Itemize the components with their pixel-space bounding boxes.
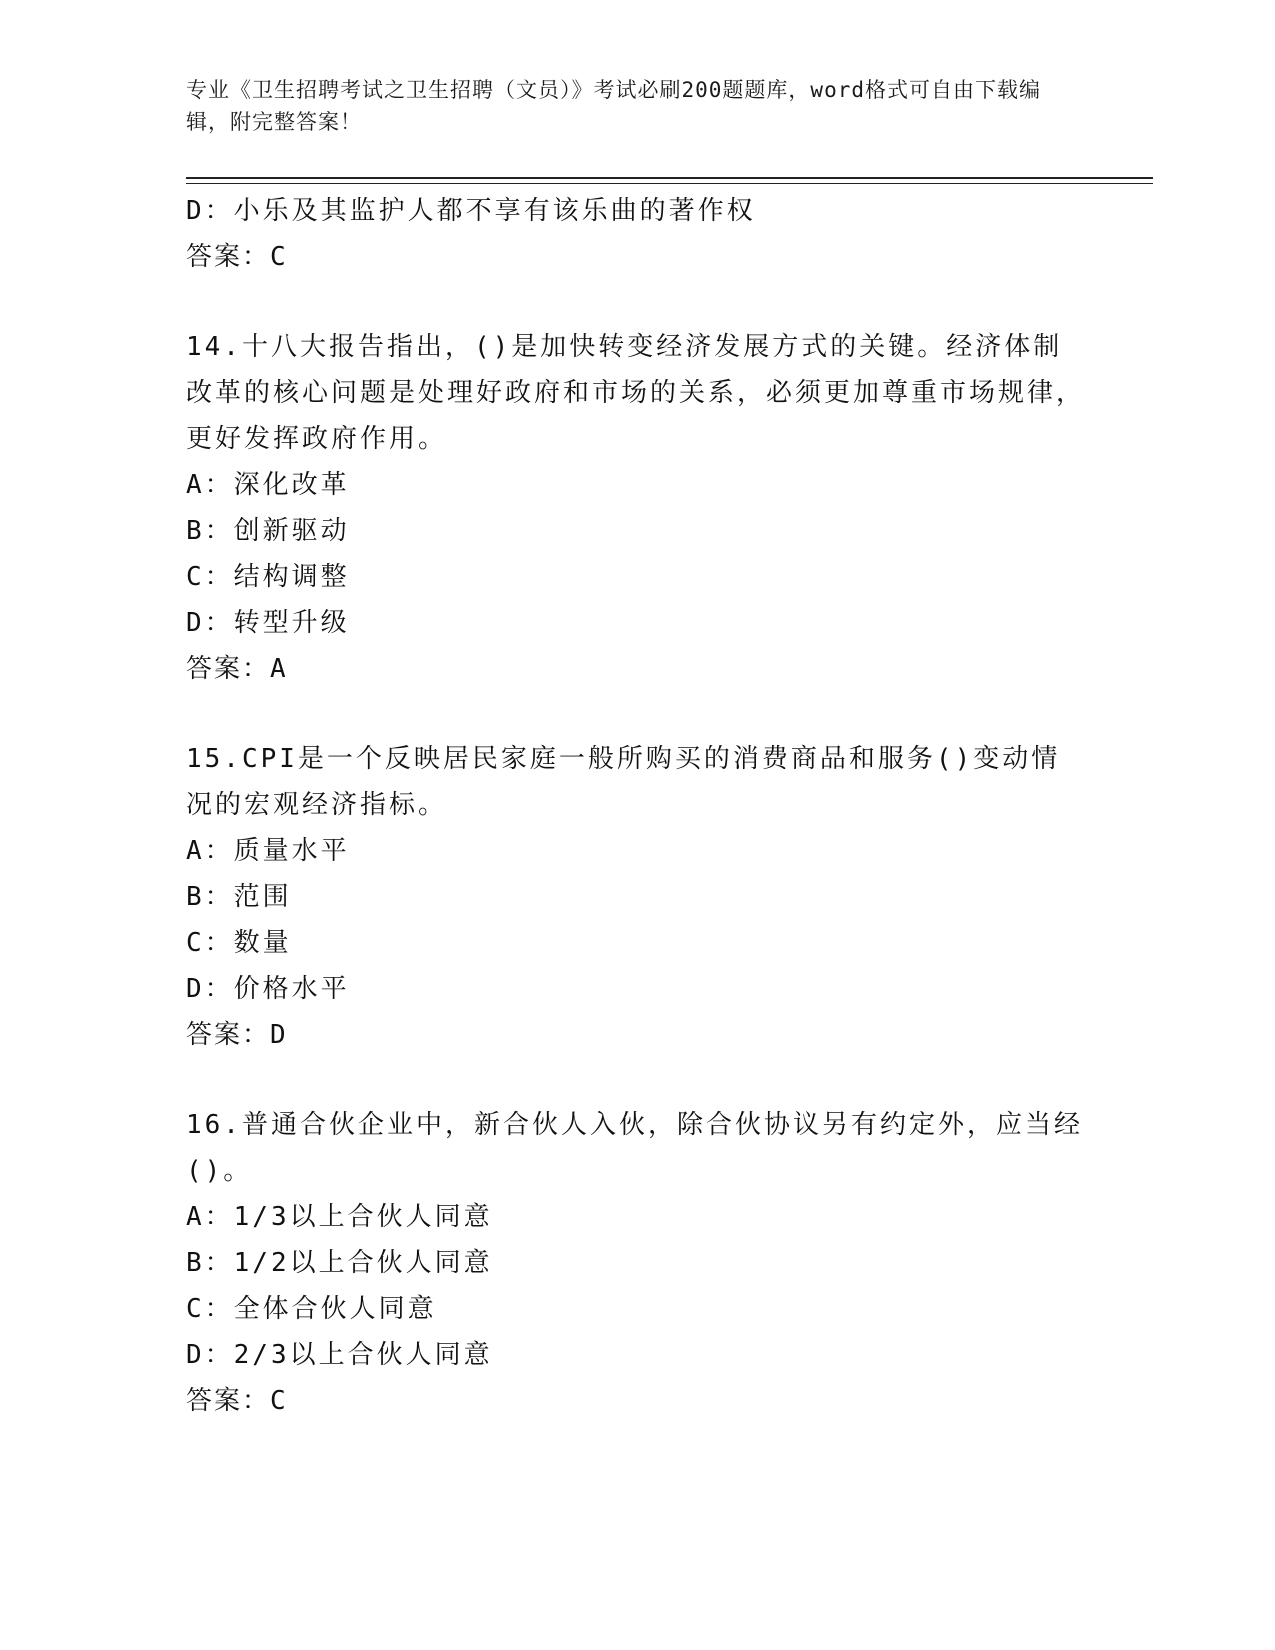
answer-continued: 答案：C bbox=[186, 242, 288, 272]
question-15-option-c: C：数量 bbox=[186, 928, 292, 958]
question-14-text: 14.十八大报告指出，()是加快转变经济发展方式的关键。经济体制改革的核心问题是处理好政府和市场的关系，必须更加尊重市场规律，更好发挥政府作用。 bbox=[186, 332, 1086, 454]
question-14-option-b: B：创新驱动 bbox=[186, 516, 350, 546]
header-divider-thick bbox=[186, 177, 1153, 179]
header-text: 专业《卫生招聘考试之卫生招聘（文员）》考试必刷200题题库，word格式可自由下载编辑，附完整答案！ bbox=[186, 78, 1041, 134]
spacer bbox=[186, 1058, 1086, 1102]
spacer bbox=[186, 280, 1086, 324]
question-16-answer: 答案：C bbox=[186, 1386, 288, 1416]
question-14-option-c: C：结构调整 bbox=[186, 562, 350, 592]
question-14-answer: 答案：A bbox=[186, 654, 288, 684]
question-content bbox=[186, 188, 1086, 1424]
question-16-option-a: A：1/3以上合伙人同意 bbox=[186, 1202, 493, 1232]
question-14-option-a: A：深化改革 bbox=[186, 470, 350, 500]
question-16-option-d: D：2/3以上合伙人同意 bbox=[186, 1340, 493, 1370]
spacer bbox=[186, 692, 1086, 736]
question-16-option-b: B：1/2以上合伙人同意 bbox=[186, 1248, 493, 1278]
header-divider-thin bbox=[186, 183, 1153, 184]
question-15-option-d: D：价格水平 bbox=[186, 974, 350, 1004]
question-16-text: 16.普通合伙企业中，新合伙人入伙，除合伙协议另有约定外，应当经()。 bbox=[186, 1110, 1083, 1186]
question-15 bbox=[186, 736, 1086, 1058]
question-15-answer: 答案：D bbox=[186, 1020, 288, 1050]
question-15-text: 15.CPI是一个反映居民家庭一般所购买的消费商品和服务()变动情况的宏观经济指标。 bbox=[186, 744, 1061, 820]
question-14 bbox=[186, 324, 1086, 692]
question-14-option-d: D：转型升级 bbox=[186, 608, 350, 638]
question-15-option-a: A：质量水平 bbox=[186, 836, 350, 866]
question-15-option-b: B：范围 bbox=[186, 882, 292, 912]
option-d-continued: D：小乐及其监护人都不享有该乐曲的著作权 bbox=[186, 196, 756, 226]
page-header bbox=[186, 74, 1066, 138]
question-16-option-c: C：全体合伙人同意 bbox=[186, 1294, 437, 1324]
question-16 bbox=[186, 1102, 1086, 1424]
